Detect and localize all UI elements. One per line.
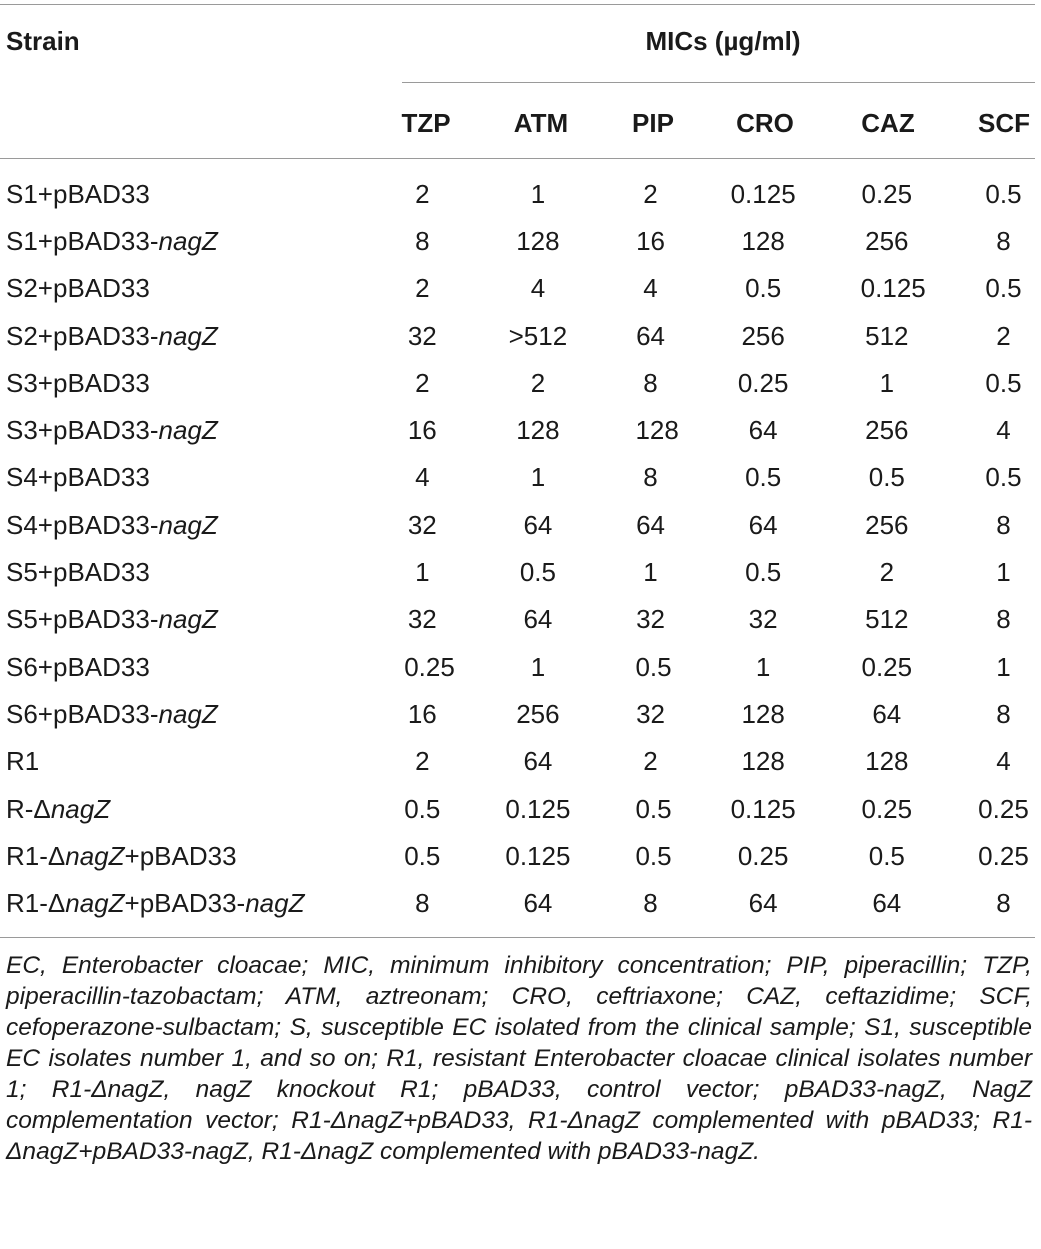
- strain-text: S2+pBAD33-: [6, 320, 159, 351]
- mic-value-tzp: 1: [415, 557, 430, 588]
- mic-value-scf: 1: [996, 651, 1011, 682]
- mic-value-atm: 128: [516, 415, 560, 446]
- mic-value-caz: 512: [865, 320, 909, 351]
- table-row: [0, 501, 1041, 548]
- mic-value-scf: 0.5: [985, 178, 1022, 209]
- mic-value-cro: 0.25: [737, 840, 789, 871]
- mic-table-body: [0, 170, 1041, 927]
- mic-value-atm: 0.5: [519, 557, 556, 588]
- mic-value-caz: 0.25: [861, 178, 913, 209]
- strain-gene-italic: nagZ: [158, 698, 218, 729]
- strain-gene-italic: nagZ: [65, 840, 125, 871]
- strain-gene-italic: nagZ: [158, 415, 218, 446]
- strain-text: S5+pBAD33-: [6, 604, 159, 635]
- mic-value-pip: 64: [636, 509, 665, 540]
- mic-value-cro: 256: [741, 320, 785, 351]
- mic-value-pip: 4: [643, 273, 658, 304]
- strain-text: S4+pBAD33: [6, 462, 150, 493]
- mic-value-atm: 4: [530, 273, 546, 304]
- mic-value-cro: 32: [748, 604, 778, 635]
- mic-value-tzp: 4: [415, 462, 430, 493]
- table-row: [0, 454, 1041, 501]
- strain-column-header: Strain: [6, 26, 80, 56]
- strain-cell: [0, 406, 404, 453]
- strain-gene-italic: nagZ: [158, 320, 218, 351]
- strain-cell: [0, 643, 404, 690]
- mic-value-atm: 1: [530, 651, 546, 682]
- mic-value-pip: 8: [643, 367, 658, 398]
- mic-value-caz: 256: [865, 225, 909, 256]
- mic-value-cro: 0.5: [745, 557, 782, 588]
- mic-value-atm: 64: [523, 888, 553, 919]
- mic-value-scf: 2: [996, 320, 1011, 351]
- mic-value-atm: 64: [523, 509, 553, 540]
- mic-value-atm: 0.125: [505, 793, 571, 824]
- strain-cell: [0, 359, 404, 406]
- table-row: [0, 879, 1041, 926]
- mic-value-cro: 64: [748, 888, 778, 919]
- mic-value-cro: 64: [748, 509, 778, 540]
- mic-value-pip: 8: [643, 888, 658, 919]
- table-row: [0, 596, 1041, 643]
- mic-value-atm: 128: [516, 225, 560, 256]
- strain-text: +pBAD33: [124, 840, 237, 871]
- strain-text: R1-Δ: [6, 840, 66, 871]
- strain-gene-italic: nagZ: [158, 604, 218, 635]
- mic-value-cro: 0.5: [745, 462, 782, 493]
- mic-value-cro: 0.125: [730, 793, 796, 824]
- mic-value-cro: 1: [755, 651, 771, 682]
- table-row: [0, 738, 1041, 785]
- mic-value-tzp: 32: [407, 604, 437, 635]
- mic-value-scf: 8: [996, 698, 1011, 729]
- strain-cell: [0, 738, 404, 785]
- mic-value-caz: 64: [872, 888, 902, 919]
- strain-cell: [0, 832, 404, 879]
- mic-value-pip: 2: [643, 746, 658, 777]
- mic-value-pip: 1: [643, 557, 658, 588]
- mic-value-cro: 0.125: [730, 178, 796, 209]
- mic-value-caz: 2: [879, 557, 895, 588]
- strain-cell: [0, 548, 404, 595]
- strain-text: R1-Δ: [6, 888, 66, 919]
- mic-value-scf: 0.5: [985, 462, 1022, 493]
- strain-text: S6+pBAD33-: [6, 698, 159, 729]
- strain-text: R1: [6, 746, 40, 777]
- mic-value-atm: 1: [530, 178, 546, 209]
- mic-value-caz: 256: [865, 509, 909, 540]
- table-row: [0, 690, 1041, 737]
- mic-value-atm: >512: [508, 320, 568, 351]
- strain-text: S2+pBAD33: [6, 273, 150, 304]
- mic-value-scf: 8: [996, 604, 1011, 635]
- table-top-rule: [0, 4, 1035, 5]
- mic-value-cro: 128: [741, 746, 785, 777]
- mic-value-tzp: 32: [407, 509, 437, 540]
- mic-value-scf: 8: [996, 225, 1011, 256]
- table-row: [0, 359, 1041, 406]
- table-bottom-rule: [0, 937, 1035, 938]
- mic-value-tzp: 32: [407, 320, 437, 351]
- mic-value-atm: 0.125: [505, 840, 571, 871]
- strain-cell: [0, 217, 404, 264]
- table-row: [0, 832, 1041, 879]
- strain-text: S4+pBAD33-: [6, 509, 159, 540]
- mic-value-tzp: 2: [415, 746, 430, 777]
- mic-value-pip: 0.5: [635, 840, 672, 871]
- strain-cell: [0, 596, 404, 643]
- mic-value-cro: 128: [741, 225, 785, 256]
- mic-value-caz: 0.125: [860, 273, 926, 304]
- table-row: [0, 785, 1041, 832]
- mic-value-caz: 0.5: [868, 840, 905, 871]
- table-row: [0, 312, 1041, 359]
- mic-value-caz: 0.5: [868, 462, 905, 493]
- strain-text: R-Δ: [6, 793, 51, 824]
- strain-gene-italic: nagZ: [50, 793, 111, 824]
- mic-value-caz: 1: [879, 367, 895, 398]
- col-header-atm: ATM: [513, 108, 569, 138]
- mic-value-tzp: 2: [415, 273, 430, 304]
- mics-group-rule: [402, 82, 1035, 83]
- strain-gene-italic: nagZ: [245, 888, 305, 919]
- strain-text: S5+pBAD33: [6, 557, 150, 588]
- mic-value-pip: 32: [636, 604, 665, 635]
- mic-value-caz: 64: [872, 698, 902, 729]
- mic-value-caz: 128: [865, 746, 909, 777]
- col-header-caz: CAZ: [861, 108, 915, 138]
- mic-value-tzp: 16: [407, 415, 437, 446]
- mic-value-tzp: 2: [415, 367, 430, 398]
- mic-value-scf: 0.25: [978, 840, 1029, 871]
- strain-gene-italic: nagZ: [158, 509, 218, 540]
- mic-data-table: [0, 170, 1041, 927]
- strain-cell: [0, 170, 404, 217]
- table-row: [0, 170, 1041, 217]
- strain-text: S3+pBAD33: [6, 367, 150, 398]
- mic-value-pip: 16: [636, 225, 665, 256]
- col-header-scf: SCF: [978, 108, 1030, 138]
- mic-value-scf: 8: [996, 888, 1011, 919]
- mic-value-tzp: 8: [415, 225, 430, 256]
- strain-cell: [0, 454, 404, 501]
- mic-value-atm: 64: [523, 746, 553, 777]
- strain-text: S6+pBAD33: [6, 651, 150, 682]
- col-header-cro: CRO: [736, 108, 794, 138]
- strain-cell: [0, 785, 404, 832]
- strain-text: S1+pBAD33-: [6, 225, 159, 256]
- mic-value-caz: 256: [865, 415, 909, 446]
- mics-group-header: MICs (µg/ml): [645, 26, 801, 56]
- strain-text: +pBAD33-: [124, 888, 246, 919]
- mic-value-pip: 32: [636, 698, 665, 729]
- mic-value-tzp: 8: [415, 888, 430, 919]
- mic-value-atm: 256: [516, 698, 560, 729]
- strain-text: S3+pBAD33-: [6, 415, 159, 446]
- strain-gene-italic: nagZ: [158, 225, 218, 256]
- strain-cell: [0, 265, 404, 312]
- mic-value-pip: 64: [636, 320, 665, 351]
- table-row: [0, 217, 1041, 264]
- mic-value-atm: 64: [523, 604, 553, 635]
- strain-cell: [0, 690, 404, 737]
- table-row: [0, 643, 1041, 690]
- mic-value-tzp: 0.25: [404, 651, 455, 682]
- table-footnote: EC, Enterobacter cloacae; MIC, minimum inhibitory concentration; PIP, piperacillin; TZP, piperacillin-tazobactam; ATM, aztreonam; CRO, ceftriaxone; CAZ, ceftazidime; SCF, cefoperazone-sulbactam; S, susceptible EC isolated from the clinical sample; S1, susceptible EC isolates number 1, and so on; R1, resistant Enterobacter cloacae clinical isolates number 1; R1-ΔnagZ, nagZ knockout R1; pBAD33, control vector; pBAD33-nagZ, NagZ complementation vector; R1-ΔnagZ+pBAD33, R1-ΔnagZ complemented with pBAD33; R1-ΔnagZ+pBAD33-nagZ, R1-ΔnagZ complemented with pBAD33-nagZ.: [6, 952, 1032, 1165]
- mic-value-tzp: 16: [407, 698, 437, 729]
- mic-value-cro: 0.5: [745, 273, 782, 304]
- mic-value-cro: 64: [748, 415, 778, 446]
- table-row: [0, 265, 1041, 312]
- mic-value-tzp: 0.5: [404, 840, 441, 871]
- mic-value-cro: 128: [741, 698, 785, 729]
- mic-value-pip: 0.5: [635, 793, 672, 824]
- mic-value-pip: 128: [635, 415, 679, 446]
- strain-text: S1+pBAD33: [6, 178, 150, 209]
- table-row: [0, 406, 1041, 453]
- mic-value-tzp: 0.5: [404, 793, 441, 824]
- mic-value-cro: 0.25: [737, 367, 789, 398]
- mic-value-scf: 1: [996, 557, 1011, 588]
- mic-value-scf: 4: [996, 746, 1011, 777]
- mic-value-caz: 512: [865, 604, 909, 635]
- strain-cell: [0, 501, 404, 548]
- mic-value-scf: 4: [996, 415, 1011, 446]
- col-header-tzp: TZP: [401, 108, 451, 138]
- mic-value-caz: 0.25: [861, 651, 913, 682]
- mic-value-tzp: 2: [415, 178, 430, 209]
- mic-value-atm: 1: [530, 462, 546, 493]
- table-row: [0, 548, 1041, 595]
- mic-value-scf: 0.25: [978, 793, 1029, 824]
- strain-gene-italic: nagZ: [65, 888, 125, 919]
- mic-value-pip: 8: [643, 462, 658, 493]
- col-header-pip: PIP: [632, 108, 674, 138]
- mic-value-scf: 8: [996, 509, 1011, 540]
- mic-value-scf: 0.5: [985, 273, 1022, 304]
- mic-value-caz: 0.25: [861, 793, 913, 824]
- mic-value-scf: 0.5: [985, 367, 1022, 398]
- mic-value-pip: 2: [643, 178, 658, 209]
- mic-value-atm: 2: [530, 367, 546, 398]
- header-bottom-rule: [0, 158, 1035, 159]
- strain-cell: [0, 879, 404, 926]
- strain-cell: [0, 312, 404, 359]
- mic-value-pip: 0.5: [635, 651, 672, 682]
